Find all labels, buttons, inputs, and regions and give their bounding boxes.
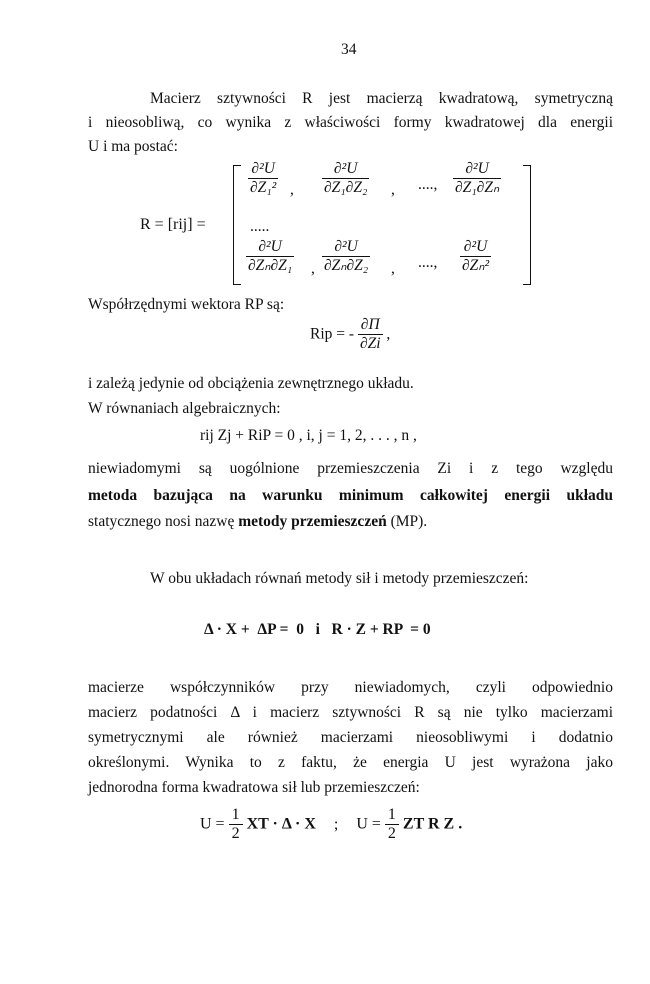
p3-line3: symetrycznymi ale również macierzami nieosobliwymi i dodatnio [88,729,613,746]
rip-equation: Rip = - $\frac{\partial\Pi}{\partial Zi}$ , [310,316,391,352]
p2-line3: statycznego nosi nazwę metody przemieszczeń (MP). [88,513,428,530]
matrix-r1c1: $\frac{\text{∂²U}}{\text{∂Z₁²}}$ [250,160,277,196]
equation-1: rij Zj + RiP = 0 , i, j = 1, 2, . . . , n , [200,427,417,444]
obu-line: W obu układach równań metody sił i metody przemieszczeń: [150,570,529,587]
matrix-r1-sep1: , [290,181,294,198]
matrix-r1c2: $\frac{\text{∂²U}}{\text{∂Z₁∂Z₂}}$ [324,160,368,196]
matrix-right-bracket [523,165,531,285]
w-rownaniach-line: W równaniach algebraicznych: [88,400,281,417]
p2-line2: metoda bazująca na warunku minimum całkowitej energii układu [88,487,613,504]
matrix-r3c2: $\frac{\text{∂²U}}{\text{∂Zₙ∂Z₂}}$ [324,238,369,274]
p1-line3: U i ma postać: [88,138,178,155]
matrix-r1-sep2: , [391,181,395,198]
matrix-r3c3: $\frac{\text{∂²U}}{\text{∂Zₙ²}}$ [462,238,490,274]
matrix-r1c3: $\frac{\text{∂²U}}{\text{∂Z₁∂Zₙ}}$ [455,160,500,196]
matrix-left-bracket [233,165,241,285]
matrix-r3c1: $\frac{\text{∂²U}}{\text{∂Zₙ∂Z₁}}$ [248,238,293,274]
matrix-lhs: R = [rij] = [140,216,206,233]
p1-line2: i nieosobliwą, co wynika z właściwości formy kwadratowej dla energii [88,114,613,131]
vector-rp-intro: Współrzędnymi wektora RP są: [88,296,285,313]
equation-2: Δ · X + ΔP = 0 i R · Z + RP = 0 [204,621,431,638]
matrix-r3-sep2: , [391,260,395,277]
p2-line1: niewiadomymi są uogólnione przemieszczenia Zi i z tego względu [88,460,613,477]
matrix-r3-ellipsis: ...., [418,254,438,271]
matrix-dots-row: ..... [250,218,270,235]
p3-line1: macierze współczynników przy niewiadomych, czyli odpowiednio [88,679,613,696]
matrix-r1-ellipsis: ...., [418,176,438,193]
page-number: 34 [341,41,357,58]
zalezna-line: i zależą jedynie od obciążenia zewnętrznego układu. [88,375,414,392]
equation-3: U = $\frac{1}{2}$ XT · Δ · X ; U = $\frac{1}{2}$ ZT R Z . [200,806,463,842]
p3-line5: jednorodna forma kwadratowa sił lub przemieszczeń: [88,779,420,796]
p3-line2: macierz podatności Δ i macierz sztywności R są nie tylko macierzami [88,704,613,721]
matrix-r3-sep1: , [311,260,315,277]
p3-line4: określonymi. Wynika to z faktu, że energia U jest wyrażona jako [88,754,613,771]
p1-line1: Macierz sztywności R jest macierzą kwadratową, symetryczną [150,90,613,107]
